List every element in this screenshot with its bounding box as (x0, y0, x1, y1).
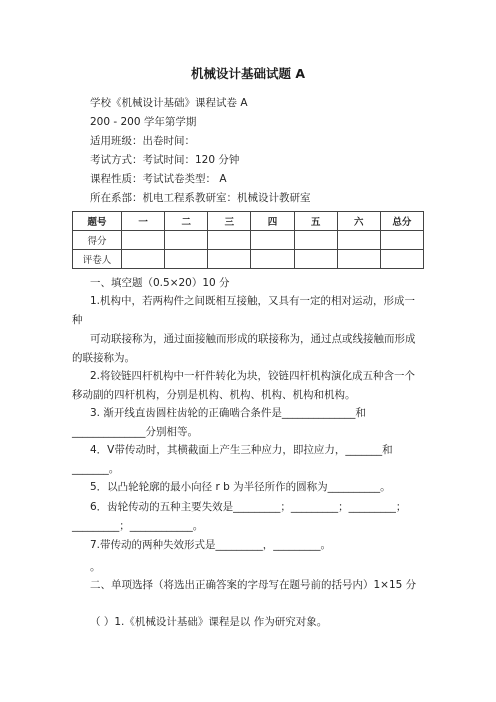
page-title: 机械设计基础试题 A (190, 66, 306, 81)
section2-heading: 二、单项选择（将选出正确答案的字母写在题号前的括号内）1×15 分 (90, 579, 417, 591)
score-row (73, 231, 424, 250)
question-1b: 可动联接称为，通过面接触而形成的联接称为，通过点或线接触而形成的联接称为。 (72, 333, 416, 364)
question-4: 4．V带传动时，其横截面上产生三种应力，即拉应力，_______和_______。 (72, 444, 393, 475)
grader-row (73, 250, 424, 269)
question-1a: 1.机构中，若两构件之间既相互接触，又具有一定的相对运动，形成一种 (72, 295, 416, 326)
year-line: 200 - 200 学年第学期 (90, 116, 197, 128)
question-5: 5．以凸轮轮廓的最小向径 r b 为半径所作的圆称为__________。 (90, 481, 391, 493)
score-header-cell: 总分 (380, 212, 423, 231)
grader-row-label: 评卷人 (73, 250, 122, 269)
department-line: 所在系部：机电工程系教研室：机械设计教研室 (90, 192, 311, 204)
score-row-label: 得分 (73, 231, 122, 250)
school-line: 学校《机械设计基础》课程试卷 A (90, 97, 248, 109)
question-2: 2.将铰链四杆机构中一杆件转化为块，铰链四杆机构演化成五种含一个移动副的四杆机构，分别是机构、机构、机构、机构和机构。 (72, 370, 416, 401)
score-header-cell: 二 (165, 212, 208, 231)
question-3: 3. 渐开线直齿圆柱齿轮的正确啮合条件是______________和______________分别相等。 (72, 407, 366, 438)
stray-dot: 。 (90, 561, 101, 573)
section2-question-1: （ ）1.《机械设计基础》课程是以 作为研究对象。 (90, 616, 328, 628)
grader-cell[interactable] (165, 250, 208, 269)
grader-cell[interactable] (122, 250, 165, 269)
question-6: 6．齿轮传动的五种主要失效是_________；_________；_________；_________；____________。 (72, 501, 407, 532)
section1-heading: 一、填空题（0.5×20）10 分 (90, 277, 230, 289)
grader-cell[interactable] (208, 250, 251, 269)
course-type-line: 课程性质：考试试卷类型： A (90, 173, 227, 185)
grader-cell[interactable] (380, 250, 423, 269)
grader-cell[interactable] (251, 250, 294, 269)
score-cell[interactable] (208, 231, 251, 250)
score-header-cell: 四 (251, 212, 294, 231)
score-header-cell: 题号 (73, 212, 122, 231)
grader-cell[interactable] (294, 250, 337, 269)
score-header-cell: 五 (294, 212, 337, 231)
score-cell[interactable] (165, 231, 208, 250)
class-line: 适用班级：出卷时间： (90, 135, 195, 147)
score-cell[interactable] (251, 231, 294, 250)
exam-mode-line: 考试方式：考试时间：120 分钟 (90, 154, 240, 166)
question-7: 7.带传动的两种失效形式是_________，_________。 (90, 539, 332, 551)
score-table-header-row (73, 212, 424, 231)
score-cell[interactable] (122, 231, 165, 250)
score-cell[interactable] (337, 231, 380, 250)
score-table (72, 211, 424, 269)
score-cell[interactable] (380, 231, 423, 250)
score-header-cell: 一 (122, 212, 165, 231)
grader-cell[interactable] (337, 250, 380, 269)
score-cell[interactable] (294, 231, 337, 250)
score-header-cell: 六 (337, 212, 380, 231)
score-header-cell: 三 (208, 212, 251, 231)
